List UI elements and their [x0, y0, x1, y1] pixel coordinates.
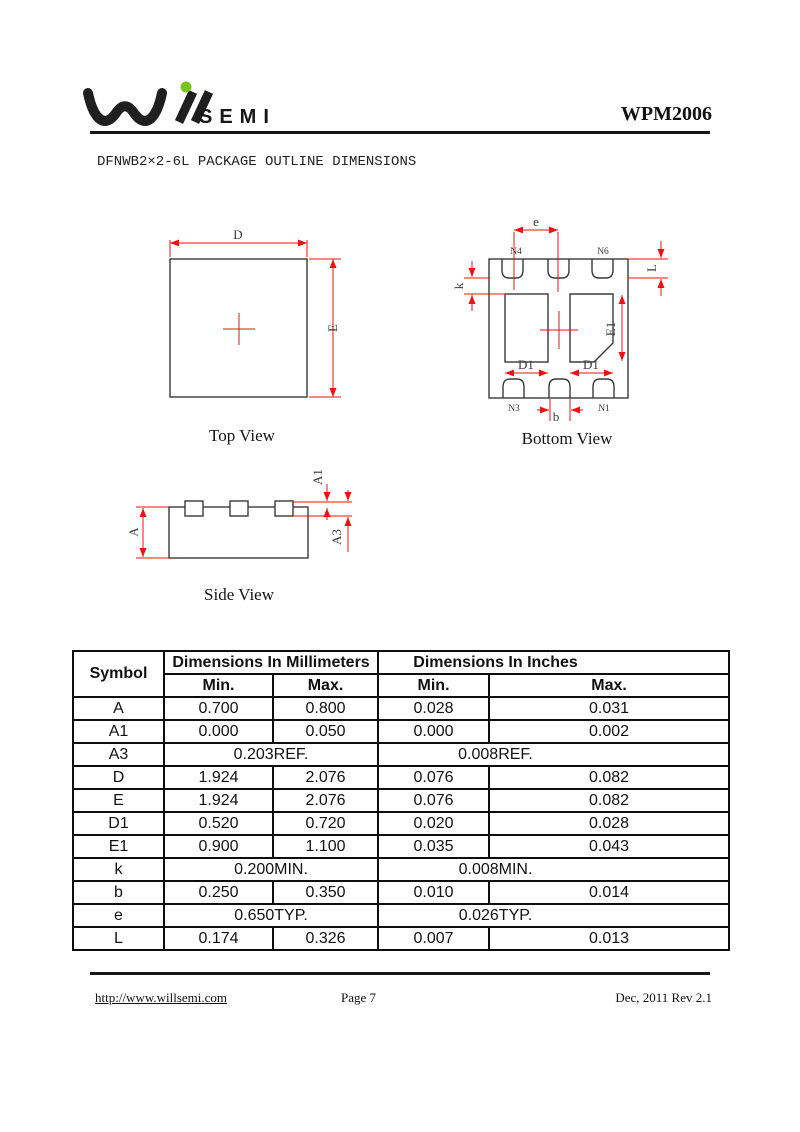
cell-mm-merged: 0.200MIN.	[164, 858, 378, 881]
cell-mm-max: 0.326	[273, 927, 378, 950]
cell-mm-min: 0.700	[164, 697, 273, 720]
exposed-pad-left	[505, 294, 548, 362]
col-header-in-max: Max.	[489, 674, 729, 697]
footer-page-number: Page 7	[341, 990, 377, 1005]
footer-rule	[90, 972, 710, 975]
side-view-drawing	[110, 460, 380, 570]
cell-in-min: 0.010	[378, 881, 489, 904]
cell-mm-max: 2.076	[273, 766, 378, 789]
table-row	[73, 881, 729, 904]
header-rule	[90, 131, 710, 134]
label-A: A	[126, 527, 141, 537]
cell-in-max: 0.082	[489, 766, 729, 789]
label-D: D	[233, 227, 243, 242]
table-row	[73, 812, 729, 835]
cell-in-min: 0.007	[378, 927, 489, 950]
cell-in-min: 0.076	[378, 766, 489, 789]
dimension-D1-left	[505, 357, 548, 373]
cell-in-max: 0.043	[489, 835, 729, 858]
logo-wave	[88, 93, 162, 121]
cell-mm-max: 0.800	[273, 697, 378, 720]
willsemi-logo-icon	[82, 80, 214, 134]
table-row	[73, 904, 729, 927]
cell-symbol: A	[73, 697, 164, 720]
cell-in-max: 0.013	[489, 927, 729, 950]
cell-mm-merged: 0.650TYP.	[164, 904, 378, 927]
cell-in-min: 0.000	[378, 720, 489, 743]
col-header-in-min: Min.	[378, 674, 489, 697]
cell-mm-min: 0.174	[164, 927, 273, 950]
cell-symbol: A3	[73, 743, 164, 766]
table-row	[73, 697, 729, 720]
cell-in-min: 0.020	[378, 812, 489, 835]
footer-url-link[interactable]: http://www.willsemi.com	[95, 990, 228, 1005]
cell-mm-min: 1.924	[164, 789, 273, 812]
cell-symbol: E1	[73, 835, 164, 858]
dimension-A	[126, 507, 169, 558]
cell-symbol: L	[73, 927, 164, 950]
logo-semi-text: SEMI	[199, 106, 276, 128]
label-b: b	[552, 409, 560, 424]
cell-mm-min: 0.900	[164, 835, 273, 858]
cell-symbol: e	[73, 904, 164, 927]
table-row	[73, 720, 729, 743]
side-view-caption: Side View	[204, 585, 274, 604]
cell-symbol: A1	[73, 720, 164, 743]
center-cross	[223, 313, 255, 345]
col-header-inches: Dimensions In Inches	[378, 651, 729, 674]
col-header-mm: Dimensions In Millimeters	[164, 651, 378, 674]
top-view-caption: Top View	[209, 426, 275, 445]
cell-mm-max: 1.100	[273, 835, 378, 858]
table-header-row	[73, 651, 729, 674]
cell-mm-min: 1.924	[164, 766, 273, 789]
dimension-D1-right	[570, 357, 613, 373]
dimension-A3	[293, 490, 352, 552]
bottom-view-caption: Bottom View	[521, 429, 613, 448]
cell-in-merged: 0.008REF.	[378, 743, 729, 766]
cell-in-max: 0.002	[489, 720, 729, 743]
cell-in-merged: 0.026TYP.	[378, 904, 729, 927]
table-subheader-row	[73, 674, 729, 697]
top-view-drawing	[120, 225, 375, 410]
cell-symbol: D1	[73, 812, 164, 835]
dimensions-table	[72, 650, 730, 951]
label-A1: A1	[310, 469, 325, 485]
cell-in-merged: 0.008MIN.	[378, 858, 729, 881]
label-D1: D1	[583, 357, 599, 372]
label-E: E	[325, 324, 340, 332]
col-header-symbol: Symbol	[73, 651, 164, 697]
cell-in-min: 0.076	[378, 789, 489, 812]
dimension-L	[628, 241, 668, 296]
cell-mm-min: 0.000	[164, 720, 273, 743]
cell-mm-max: 0.350	[273, 881, 378, 904]
table-row	[73, 858, 729, 881]
label-A3: A3	[329, 529, 344, 545]
cell-symbol: k	[73, 858, 164, 881]
cell-in-min: 0.028	[378, 697, 489, 720]
logo-green-dot	[181, 82, 192, 93]
pin-label-n1: N1	[598, 404, 610, 414]
table-row	[73, 789, 729, 812]
cell-mm-min: 0.520	[164, 812, 273, 835]
col-header-mm-max: Max.	[273, 674, 378, 697]
table-row	[73, 766, 729, 789]
cell-mm-max: 0.720	[273, 812, 378, 835]
cell-in-max: 0.014	[489, 881, 729, 904]
label-E1: E1	[603, 321, 618, 337]
bottom-view-drawing	[450, 210, 685, 430]
table-row	[73, 927, 729, 950]
col-header-mm-min: Min.	[164, 674, 273, 697]
cell-mm-min: 0.250	[164, 881, 273, 904]
cell-in-min: 0.035	[378, 835, 489, 858]
table-row	[73, 743, 729, 766]
center-cross	[540, 311, 578, 349]
dimension-A1	[293, 469, 352, 520]
cell-symbol: D	[73, 766, 164, 789]
cell-in-max: 0.031	[489, 697, 729, 720]
dimension-k	[451, 261, 506, 311]
logo-slash-1	[179, 92, 193, 122]
leads	[185, 501, 293, 516]
dimension-D	[170, 227, 307, 257]
pin-label-n6: N6	[597, 247, 609, 257]
part-number: WPM2006	[620, 103, 712, 125]
bottom-pads	[503, 379, 614, 398]
cell-mm-max: 2.076	[273, 789, 378, 812]
page-title: DFNWB2×2-6L PACKAGE OUTLINE DIMENSIONS	[97, 154, 417, 170]
dimension-E	[309, 259, 341, 397]
cell-mm-max: 0.050	[273, 720, 378, 743]
label-e: e	[533, 214, 539, 229]
cell-mm-merged: 0.203REF.	[164, 743, 378, 766]
label-D1: D1	[518, 357, 534, 372]
pin-label-n4: N4	[510, 247, 522, 257]
cell-in-max: 0.082	[489, 789, 729, 812]
label-L: L	[644, 264, 659, 272]
footer-revision: Dec, 2011 Rev 2.1	[615, 990, 712, 1005]
cell-symbol: E	[73, 789, 164, 812]
pin-label-n3: N3	[508, 404, 520, 414]
cell-symbol: b	[73, 881, 164, 904]
dimension-b	[537, 399, 583, 424]
table-row	[73, 835, 729, 858]
label-k: k	[451, 282, 466, 290]
cell-in-max: 0.028	[489, 812, 729, 835]
